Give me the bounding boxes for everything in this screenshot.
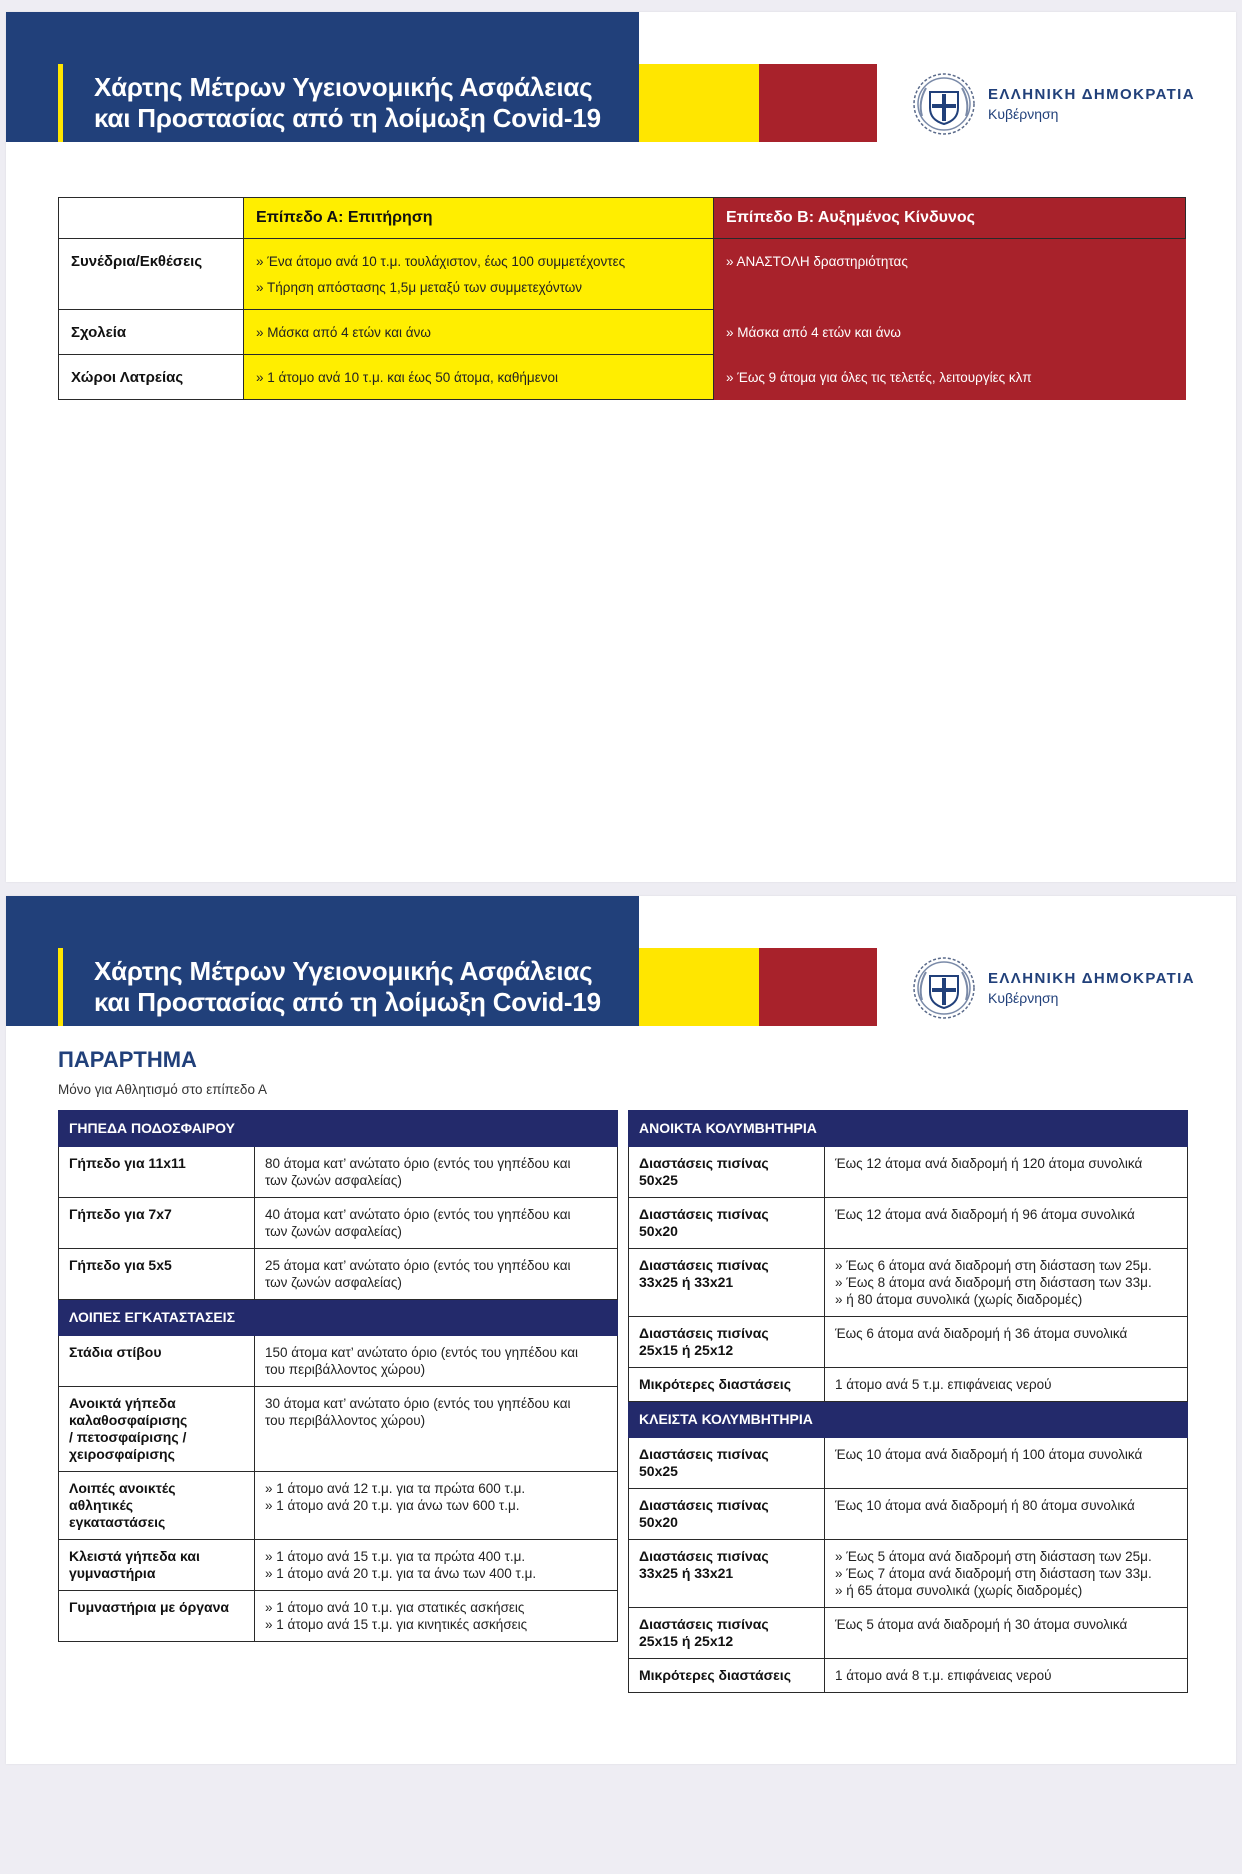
facility-label-line: 33x25 ή 33x21 <box>639 1565 734 1581</box>
levels-table <box>58 197 1186 400</box>
capacity-rule-line: 150 άτομα κατ’ ανώτατο όριο (εντός του γηπέδου και <box>265 1345 579 1360</box>
table-row <box>629 1317 1188 1368</box>
facility-label-line: Διαστάσεις πισίνας <box>639 1548 769 1564</box>
capacity-rule-line: 1 άτομο ανά 5 τ.μ. επιφάνειας νερού <box>835 1377 1052 1392</box>
capacity-rule-line: 30 άτομα κατ’ ανώτατο όριο (εντός του γηπέδου και <box>265 1396 571 1411</box>
table-row <box>629 1249 1188 1317</box>
capacity-rule-line: » 1 άτομο ανά 20 τ.μ. για τα άνω των 400 τ.μ. <box>265 1566 537 1581</box>
page-title <box>94 72 601 134</box>
facility-label-line: Κλειστά γήπεδα και <box>69 1548 200 1564</box>
capacity-rule-line: του περιβάλλοντος χώρου) <box>265 1413 426 1428</box>
measure-line: » Ένα άτομο ανά 10 τ.μ. τουλάχιστον, έως 100 συμμετέχοντες <box>256 254 626 269</box>
appendix-title: ΠΑΡΑΡΤΗΜΑ <box>58 1047 197 1072</box>
facility-label <box>59 1198 255 1249</box>
capacity-rule <box>825 1368 1188 1402</box>
government-subtitle: Κυβέρνηση <box>988 990 1059 1006</box>
banner-red-stripe <box>759 948 877 1026</box>
banner-yellow-stripe <box>639 64 759 142</box>
capacity-rule <box>825 1659 1188 1693</box>
capacity-rule-line: Έως 5 άτομα ανά διαδρομή ή 30 άτομα συνολικά <box>835 1617 1128 1632</box>
facility-label <box>629 1608 825 1659</box>
banner-accent-line <box>58 64 63 142</box>
page-appendix <box>6 896 1236 1764</box>
facility-label-line: Μικρότερες διαστάσεις <box>639 1376 791 1392</box>
capacity-rule-line: » Έως 7 άτομα ανά διαδρομή στη διάσταση των 33μ. <box>835 1566 1152 1581</box>
capacity-rule-line: Έως 12 άτομα ανά διαδρομή ή 120 άτομα συνολικά <box>835 1156 1143 1171</box>
government-label <box>988 970 1195 1006</box>
table-row <box>629 1659 1188 1693</box>
capacity-rule <box>825 1147 1188 1198</box>
page-title <box>94 956 601 1018</box>
facility-label <box>629 1198 825 1249</box>
facility-label-line: Ανοικτά γήπεδα <box>69 1395 176 1411</box>
levels-header-row <box>59 198 1186 239</box>
capacity-rule-line: 1 άτομο ανά 8 τ.μ. επιφάνειας νερού <box>835 1668 1052 1683</box>
header-banner <box>6 896 1236 1026</box>
capacity-rule-line: » 1 άτομο ανά 15 τ.μ. για κινητικές ασκήσεις <box>265 1617 528 1632</box>
facility-label-line: χειροσφαίρισης <box>69 1446 175 1462</box>
facility-label-line: Διαστάσεις πισίνας <box>639 1497 769 1513</box>
table-row <box>59 1336 618 1387</box>
table-row <box>59 1198 618 1249</box>
facility-label <box>59 1591 255 1642</box>
football-facilities-table <box>58 1110 618 1642</box>
table-row <box>59 310 1186 355</box>
facility-label-line: 25x15 ή 25x12 <box>639 1633 734 1649</box>
facility-label <box>629 1438 825 1489</box>
table-row <box>629 1368 1188 1402</box>
facility-label-line: Διαστάσεις πισίνας <box>639 1206 769 1222</box>
capacity-rule-line: Έως 10 άτομα ανά διαδρομή ή 80 άτομα συνολικά <box>835 1498 1135 1513</box>
facility-label-line: Λοιπές ανοικτές <box>69 1480 176 1496</box>
facility-label <box>59 1472 255 1540</box>
table-row <box>59 1540 618 1591</box>
capacity-rule-line: » ή 65 άτομα συνολικά (χωρίς διαδρομές) <box>835 1583 1083 1598</box>
section-heading: ΑΝΟΙΚΤΑ ΚΟΛΥΜΒΗΤΗΡΙΑ <box>629 1111 1188 1147</box>
facility-label-line: εγκαταστάσεις <box>69 1514 166 1530</box>
facility-label <box>59 1540 255 1591</box>
table-row <box>629 1198 1188 1249</box>
facility-label-line: Γυμναστήρια με όργανα <box>69 1599 230 1615</box>
title-line-1: Χάρτης Μέτρων Υγειονομικής Ασφάλειας <box>94 72 593 102</box>
facility-label-line: / πετοσφαίρισης / <box>69 1429 187 1445</box>
facility-label <box>59 1147 255 1198</box>
table-row <box>59 239 1186 310</box>
capacity-rule-line: 25 άτομα κατ’ ανώτατο όριο (εντός του γηπέδου και <box>265 1258 571 1273</box>
facility-label-line: Διαστάσεις πισίνας <box>639 1616 769 1632</box>
facility-label-line: Στάδια στίβου <box>69 1344 162 1360</box>
banner-accent-line <box>58 948 63 1026</box>
table-row <box>629 1147 1188 1198</box>
page-levels <box>6 12 1236 882</box>
row-label: Σχολεία <box>59 310 244 355</box>
facility-label-line: Γήπεδο για 11x11 <box>69 1155 186 1171</box>
table-row <box>59 1147 618 1198</box>
capacity-rule <box>255 1472 618 1540</box>
facility-label-line: 50x25 <box>639 1172 678 1188</box>
facility-label-line: 25x15 ή 25x12 <box>639 1342 734 1358</box>
capacity-rule-line: των ζωνών ασφαλείας) <box>265 1275 402 1290</box>
measure-line: » Μάσκα από 4 ετών και άνω <box>256 325 431 340</box>
facility-label <box>629 1317 825 1368</box>
measure-line: » ΑΝΑΣΤΟΛΗ δραστηριότητας <box>726 254 908 269</box>
greek-emblem-icon <box>912 956 976 1020</box>
government-subtitle: Κυβέρνηση <box>988 106 1059 122</box>
country-name: ΕΛΛΗΝΙΚΗ ΔΗΜΟΚΡΑΤΙΑ <box>988 86 1195 103</box>
level-a-header: Επίπεδο Α: Επιτήρηση <box>244 198 714 239</box>
capacity-rule-line: » 1 άτομο ανά 10 τ.μ. για στατικές ασκήσεις <box>265 1600 525 1615</box>
capacity-rule-line: » 1 άτομο ανά 20 τ.μ. για άνω των 600 τ.μ. <box>265 1498 520 1513</box>
capacity-rule-line: των ζωνών ασφαλείας) <box>265 1173 402 1188</box>
level-b-cell <box>714 355 1186 400</box>
facility-label <box>629 1147 825 1198</box>
capacity-rule <box>825 1540 1188 1608</box>
section-header-row <box>629 1111 1188 1147</box>
facility-label-line: 33x25 ή 33x21 <box>639 1274 734 1290</box>
row-label: Χώροι Λατρείας <box>59 355 244 400</box>
capacity-rule <box>825 1249 1188 1317</box>
facility-label-line: Διαστάσεις πισίνας <box>639 1325 769 1341</box>
facility-label-line: Διαστάσεις πισίνας <box>639 1155 769 1171</box>
section-header-row <box>59 1111 618 1147</box>
capacity-rule <box>255 1336 618 1387</box>
header-banner <box>6 12 1236 142</box>
capacity-rule-line: » 1 άτομο ανά 15 τ.μ. για τα πρώτα 400 τ.μ. <box>265 1549 526 1564</box>
facility-label-line: καλαθοσφαίρισης <box>69 1412 188 1428</box>
capacity-rule <box>825 1438 1188 1489</box>
section-header-row <box>59 1300 618 1336</box>
capacity-rule-line: του περιβάλλοντος χώρου) <box>265 1362 426 1377</box>
facility-label <box>59 1336 255 1387</box>
capacity-rule-line: » Έως 6 άτομα ανά διαδρομή στη διάσταση των 25μ. <box>835 1258 1152 1273</box>
table-row <box>629 1540 1188 1608</box>
capacity-rule-line: 80 άτομα κατ’ ανώτατο όριο (εντός του γηπέδου και <box>265 1156 571 1171</box>
capacity-rule-line: Έως 12 άτομα ανά διαδρομή ή 96 άτομα συνολικά <box>835 1207 1135 1222</box>
level-b-cell <box>714 310 1186 355</box>
capacity-rule-line: Έως 10 άτομα ανά διαδρομή ή 100 άτομα συνολικά <box>835 1447 1143 1462</box>
measure-line: » Τήρηση απόστασης 1,5μ μεταξύ των συμμετεχόντων <box>256 280 583 295</box>
table-row <box>59 1472 618 1540</box>
capacity-rule-line: των ζωνών ασφαλείας) <box>265 1224 402 1239</box>
capacity-rule <box>255 1249 618 1300</box>
capacity-rule <box>825 1608 1188 1659</box>
appendix-subtitle: Μόνο για Αθλητισμό στο επίπεδο Α <box>58 1082 267 1097</box>
title-line-2: και Προστασίας από τη λοίμωξη Covid-19 <box>94 103 601 133</box>
capacity-rule <box>255 1147 618 1198</box>
section-heading: ΓΗΠΕΔΑ ΠΟΔΟΣΦΑΙΡΟΥ <box>59 1111 618 1147</box>
section-heading: ΛΟΙΠΕΣ ΕΓΚΑΤΑΣΤΑΣΕΙΣ <box>59 1300 618 1336</box>
capacity-rule <box>255 1540 618 1591</box>
capacity-rule <box>255 1387 618 1472</box>
measure-line: » Έως 9 άτομα για όλες τις τελετές, λειτουργίες κλπ <box>726 370 1032 385</box>
capacity-rule <box>825 1198 1188 1249</box>
title-line-2: και Προστασίας από τη λοίμωξη Covid-19 <box>94 987 601 1017</box>
facility-label-line: Διαστάσεις πισίνας <box>639 1257 769 1273</box>
table-row <box>59 1591 618 1642</box>
facility-label-line: Μικρότερες διαστάσεις <box>639 1667 791 1683</box>
measure-line: » 1 άτομο ανά 10 τ.μ. και έως 50 άτομα, καθήμενοι <box>256 370 558 385</box>
banner-red-stripe <box>759 64 877 142</box>
table-row <box>629 1608 1188 1659</box>
facility-label-line: αθλητικές <box>69 1497 134 1513</box>
capacity-rule <box>255 1198 618 1249</box>
swimming-pools-table <box>628 1110 1188 1693</box>
facility-label <box>629 1368 825 1402</box>
facility-label-line: Γήπεδο για 5x5 <box>69 1257 172 1273</box>
capacity-rule-line: » Έως 8 άτομα ανά διαδρομή στη διάσταση των 33μ. <box>835 1275 1152 1290</box>
government-label <box>988 86 1195 122</box>
capacity-rule-line: » 1 άτομο ανά 12 τ.μ. για τα πρώτα 600 τ.μ. <box>265 1481 526 1496</box>
country-name: ΕΛΛΗΝΙΚΗ ΔΗΜΟΚΡΑΤΙΑ <box>988 970 1195 987</box>
capacity-rule-line: » ή 80 άτομα συνολικά (χωρίς διαδρομές) <box>835 1292 1083 1307</box>
capacity-rule-line: 40 άτομα κατ’ ανώτατο όριο (εντός του γηπέδου και <box>265 1207 571 1222</box>
level-a-cell <box>244 355 714 400</box>
facility-label-line: 50x20 <box>639 1514 678 1530</box>
facility-label <box>59 1249 255 1300</box>
title-line-1: Χάρτης Μέτρων Υγειονομικής Ασφάλειας <box>94 956 593 986</box>
facility-label-line: Διαστάσεις πισίνας <box>639 1446 769 1462</box>
table-row <box>59 355 1186 400</box>
capacity-rule-line: » Έως 5 άτομα ανά διαδρομή στη διάσταση των 25μ. <box>835 1549 1152 1564</box>
level-b-cell <box>714 239 1186 310</box>
capacity-rule <box>255 1591 618 1642</box>
facility-label <box>59 1387 255 1472</box>
table-row <box>59 1387 618 1472</box>
capacity-rule-line: Έως 6 άτομα ανά διαδρομή ή 36 άτομα συνολικά <box>835 1326 1128 1341</box>
header-blank-cell <box>59 198 244 239</box>
facility-label-line: 50x20 <box>639 1223 678 1239</box>
table-row <box>629 1438 1188 1489</box>
banner-yellow-stripe <box>639 948 759 1026</box>
greek-emblem-icon <box>912 72 976 136</box>
facility-label <box>629 1489 825 1540</box>
table-row <box>59 1249 618 1300</box>
row-label: Συνέδρια/Εκθέσεις <box>59 239 244 310</box>
facility-label-line: 50x25 <box>639 1463 678 1479</box>
level-b-header: Επίπεδο Β: Αυξημένος Κίνδυνος <box>714 198 1186 239</box>
capacity-rule <box>825 1317 1188 1368</box>
capacity-rule <box>825 1489 1188 1540</box>
section-header-row <box>629 1402 1188 1438</box>
facility-label-line: γυμναστήρια <box>69 1565 156 1581</box>
facility-label <box>629 1540 825 1608</box>
facility-label-line: Γήπεδο για 7x7 <box>69 1206 172 1222</box>
level-a-cell <box>244 310 714 355</box>
table-row <box>629 1489 1188 1540</box>
level-a-cell <box>244 239 714 310</box>
measure-line: » Μάσκα από 4 ετών και άνω <box>726 325 901 340</box>
section-heading: ΚΛΕΙΣΤΑ ΚΟΛΥΜΒΗΤΗΡΙΑ <box>629 1402 1188 1438</box>
facility-label <box>629 1249 825 1317</box>
facility-label <box>629 1659 825 1693</box>
